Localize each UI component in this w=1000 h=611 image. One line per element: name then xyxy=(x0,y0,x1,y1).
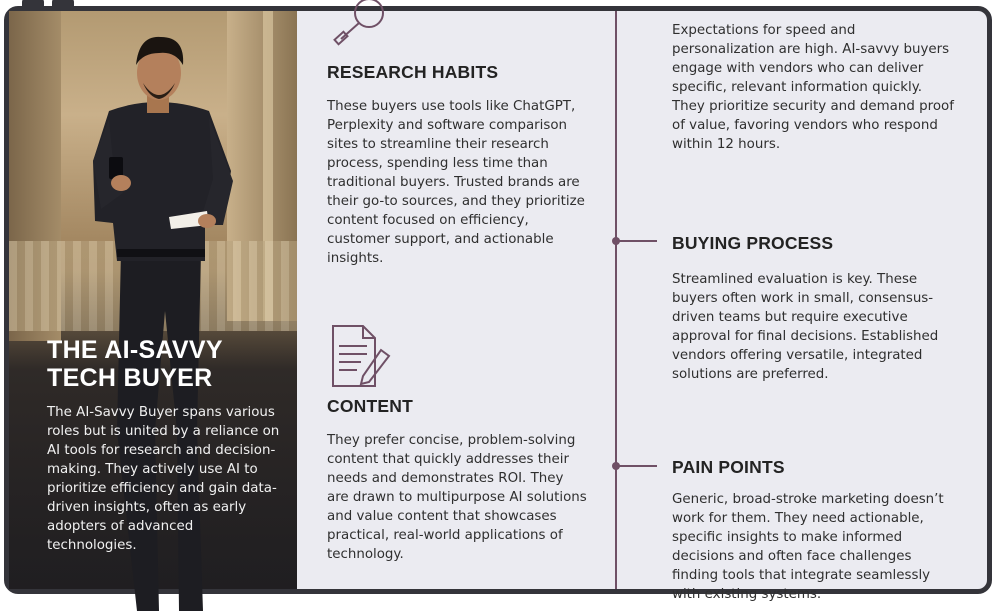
buyer-description: The AI-Savvy Buyer spans various roles but is united by a reliance on AI tools for research and decision-making. They actively use AI to prioritize efficiency and gain data-driven insights, often as early adopters of advanced technologies. xyxy=(47,405,280,553)
research-habits-body: These buyers use tools like ChatGPT, Perplexity and software comparison sites to streamline their research process, spending less time than traditional buyers. Trusted brands are their go-to sources, and they prioritize content focused on efficiency, customer support, and actionable insights. xyxy=(327,99,585,266)
infographic-content xyxy=(9,11,987,602)
content-heading: CONTENT xyxy=(327,396,413,416)
content-body: They prefer concise, problem-solving content that quickly addresses their needs and demonstrates ROI. They are drawn to multipurpose AI solutions and value content that showcases practical, real-world applications of technology. xyxy=(327,433,587,562)
buying-process-body: Streamlined evaluation is key. These buyers often work in small, consensus-driven teams but require executive approval for final decisions. Established vendors offering versatile, integrated solutions are preferred. xyxy=(672,272,939,382)
research-habits-heading: RESEARCH HABITS xyxy=(327,62,499,82)
buyer-photo-panel xyxy=(9,11,297,589)
timeline-connector-buying-process xyxy=(617,240,657,242)
buyer-title-line-1: THE AI-SAVVY xyxy=(47,336,223,364)
pain-points-body: Generic, broad-stroke marketing doesn’t work for them. They need actionable, specific insights to make informed decisions and often face challenges finding tools that integrate seamlessly with existing systems. xyxy=(672,492,944,602)
buying-process-heading: BUYING PROCESS xyxy=(672,233,834,253)
document-pencil-icon xyxy=(329,324,393,392)
buyer-title-line-2: TECH BUYER xyxy=(47,364,213,392)
timeline-divider xyxy=(615,11,617,589)
magnifier-icon xyxy=(331,3,389,49)
infographic-frame xyxy=(4,6,992,602)
buyer-title xyxy=(47,336,287,392)
pain-points-heading: PAIN POINTS xyxy=(672,457,785,477)
expectations-body: Expectations for speed and personalization are high. AI-savvy buyers engage with vendors who can deliver specific, relevant information quickly. They prioritize security and demand proof of value, favoring vendors who respond within 12 hours. xyxy=(672,23,954,152)
timeline-connector-pain-points xyxy=(617,465,657,467)
